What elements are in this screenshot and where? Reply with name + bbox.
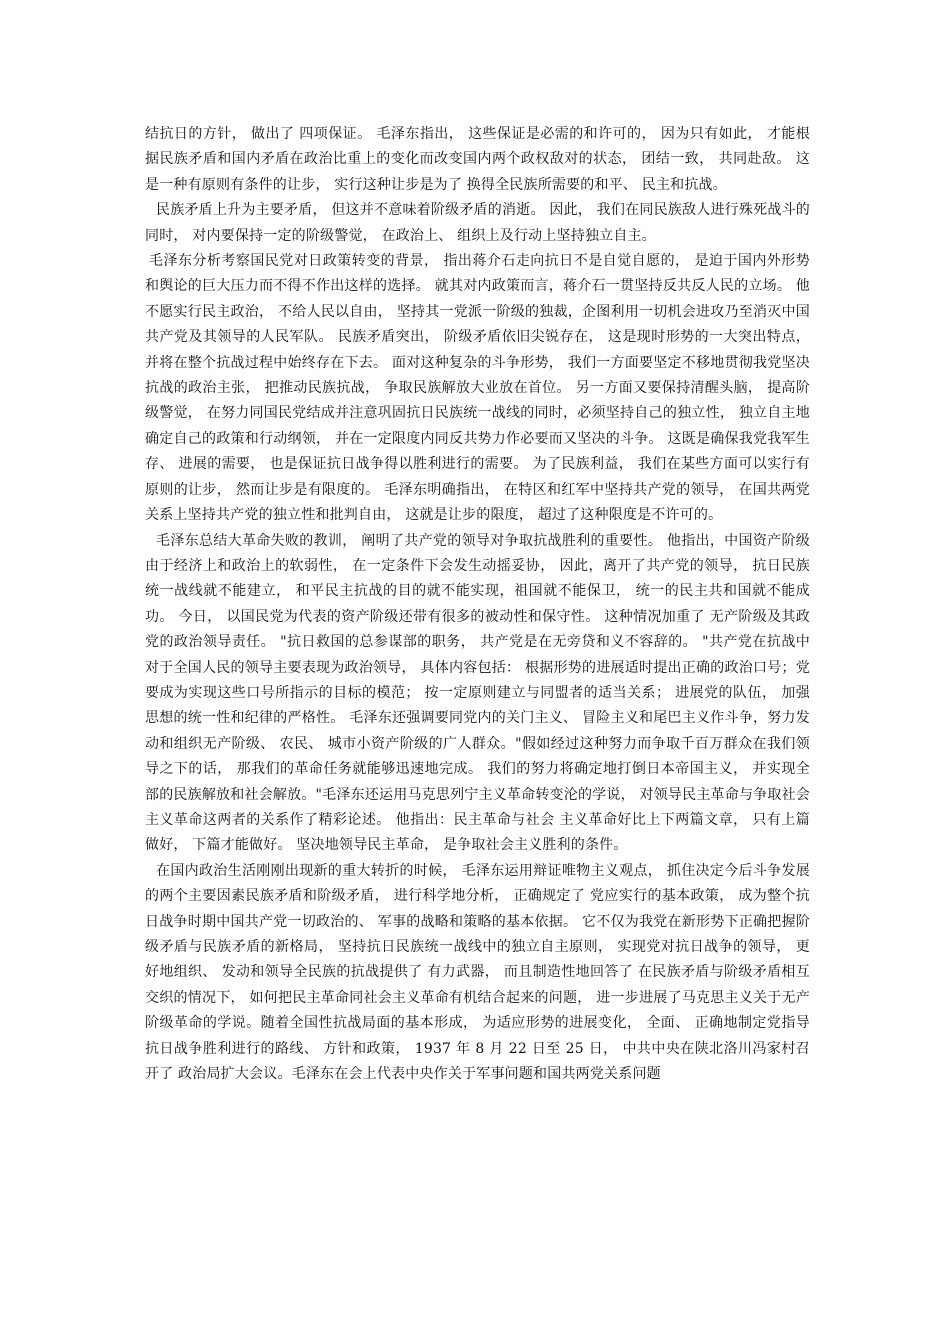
paragraph-1: 结抗日的方针， 做出了 四项保证。 毛泽东指出， 这些保证是必需的和许可的， 因为只有如此， 才能根据民族矛盾和国内矛盾在政治比重上的变化而改变国内两个政权敌对的状态， 团结一致， 共同赴敌。 这是一种有原则有条件的让步， 实行这种让步是为了 换得全民族所需要的和平、 民主和抗战。 <box>145 126 810 193</box>
paragraph-5: 在国内政治生活刚刚出现新的重大转折的时候， 毛泽东运用辩证唯物主义观点， 抓住决定今后斗争发展的两个主要因素民族矛盾和阶级矛盾， 进行科学地分析， 正确规定了 党应实行的基本政策， 成为整个抗日战争时期中国共产党一切政治的、 军事的战略和策略的基本依据。 它不仅为我党在新形势下正确把握阶级矛盾与民族矛盾的新格局， 坚持抗日民族统一战线中的独立自主原则， 实现党对抗日战争的领导， 更好地组织、 发动和领导全民族的抗战提供了 有力武器， 而且制造性地回答了 在民族矛盾与阶级矛盾相互交织的情况下， 如何把民主革命同社会主义革命有机结合起来的问题， 进一步进展了马克思主义关于无产阶级革命的学说。随着全国性抗战局面的基本形成， 为适应形势的进展变化， 全面、 正确地制定党指导抗日战争胜利进行的路线、 方针和政策， 1937 年 8 月 22 日至 25 日， 中共中央在陕北洛川冯家村召开了 政治局扩大会议。毛泽东在会上代表中央作关于军事问题和国共两党关系问题 <box>145 862 810 1083</box>
paragraph-3: 毛泽东分析考察国民党对日政策转变的背景， 指出蒋介石走向抗日不是自觉自愿的， 是迫于国内外形势和舆论的巨大压力而不得不作出这样的选择。 就其对内政策而言，蒋介石一贯坚持反共反人民的立场。 他不愿实行民主政治， 不给人民以自由， 坚持其一党派一阶级的独裁，企图利用一切机会进攻乃至消灭中国共产党及其领导的人民军队。 民族矛盾突出， 阶级矛盾依旧尖锐存在， 这是现时形势的一大突出特点， 并将在整个抗战过程中始终存在下去。 面对这种复杂的斗争形势， 我们一方面要坚定不移地贯彻我党坚决抗战的政治主张， 把推动民族抗战， 争取民族解放大业放在首位。 另一方面又要保持清醒头脑， 提高阶级警觉， 在努力同国民党结成并注意巩固抗日民族统一战线的同时，必须坚持自己的独立性， 独立自主地确定自己的政策和行动纲领， 并在一定限度内同反共势力作必要而又坚决的斗争。 这既是确保我党我军生存、 进展的需要， 也是保证抗日战争得以胜利进行的需要。 为了民族利益， 我们在某些方面可以实行有原则的让步， 然而让步是有限度的。 毛泽东明确指出， 在特区和红军中坚持共产党的领导， 在国共两党关系上坚持共产党的独立性和批判自由， 这就是让步的限度， 超过了这种限度是不许可的。 <box>145 253 810 524</box>
body-text <box>145 122 810 1087</box>
paragraph-4: 毛泽东总结大革命失败的教训， 阐明了共产党的领导对争取抗战胜利的重要性。 他指出，中国资产阶级由于经济上和政治上的软弱性， 在一定条件下会发生动摇妥协， 因此，离开了共产党的领导， 抗日民族统一战线就不能建立， 和平民主抗战的目的就不能实现，祖国就不能保卫， 统一的民主共和国就不能成功。 今日， 以国民党为代表的资产阶级还带有很多的被动性和保守性。 这种情况加重了 无产阶级及其政党的政治领导责任。 "抗日救国的总参谋部的职务， 共产党是在无旁贷和义不容辞的。 "共产党在抗战中对于全国人民的领导主要表现为政治领导， 具体内容包括： 根据形势的进展适时提出正确的政治口号；党要成为实现这些口号所指示的目标的模范； 按一定原则建立与同盟者的适当关系； 进展党的队伍， 加强思想的统一性和纪律的严格性。 毛泽东还强调要同党内的关门主义、 冒险主义和尾巴主义作斗争，努力发动和组织无产阶级、 农民、 城市小资产阶级的广人群众。"假如经过这种努力而争取千百万群众在我们领导之下的话， 那我们的革命任务就能够迅速地完成。 我们的努力将确定地打倒日本帝国主义， 并实现全部的民族解放和社会解放。"毛泽东还运用马克思列宁主义革命转变沦的学说， 对领导民主革命与争取社会主义革命这两者的关系作了精彩论述。 他指出：民主革命与社会 主义革命好比上下两篇文章， 只有上篇做好， 下篇才能做好。 坚决地领导民主革命， 是争取社会主义胜利的条件。 <box>145 532 810 854</box>
paragraph-2: 民族矛盾上升为主要矛盾， 但这并不意味着阶级矛盾的消逝。 因此， 我们在同民族敌人进行殊死战斗的同时， 对内要保持一定的阶级警觉， 在政治上、 组织上及行动上坚持独立自主。 <box>145 202 810 244</box>
